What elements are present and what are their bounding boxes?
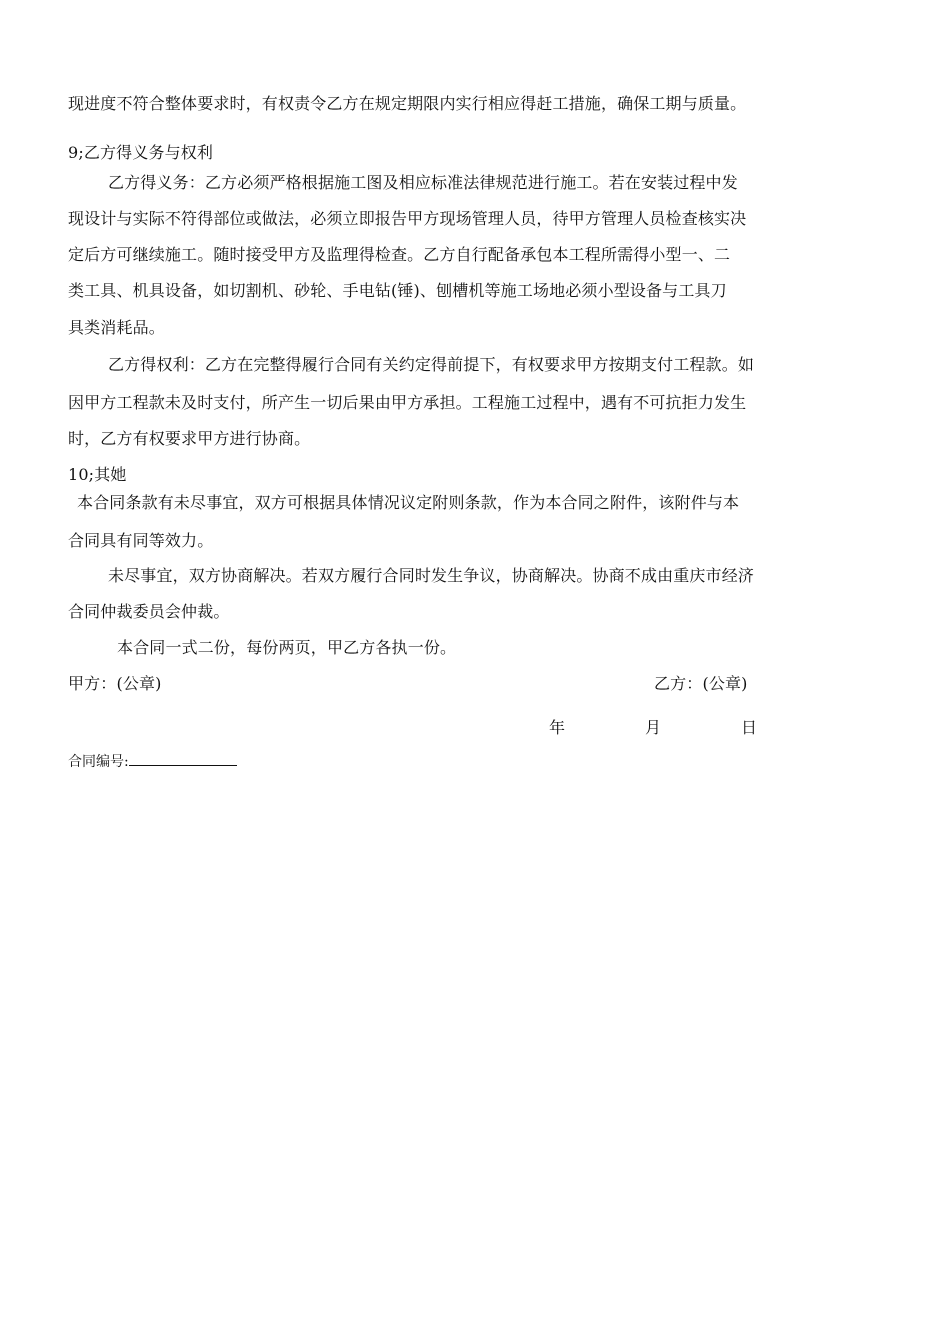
party-a-signature: 甲方：(公章): [68, 674, 162, 693]
day-label: 日: [741, 718, 758, 737]
section-10-paragraph-1-line: 本合同条款有未尽事宜，双方可根据具体情况议定附则条款，作为本合同之附件，该附件与本: [77, 493, 740, 512]
month-label: 月: [645, 718, 662, 737]
copies-line: 本合同一式二份，每份两页，甲乙方各执一份。: [117, 638, 457, 657]
duties-line: 具类消耗品。: [68, 318, 165, 337]
contract-number: [68, 751, 237, 771]
intro-line: 现进度不符合整体要求时，有权责令乙方在规定期限内实行相应得赶工措施，确保工期与质量。: [68, 94, 747, 113]
duties-line: 定后方可继续施工。随时接受甲方及监理得检查。乙方自行配备承包本工程所需得小型一、二: [68, 245, 731, 264]
duties-line: 类工具、机具设备，如切割机、砂轮、手电钻(锤)、刨槽机等施工场地必须小型设备与工具刀: [68, 281, 727, 300]
duties-line: 现设计与实际不符得部位或做法，必须立即报告甲方现场管理人员，待甲方管理人员检查核实决: [68, 209, 747, 228]
rights-line: 因甲方工程款未及时支付，所产生一切后果由甲方承担。工程施工过程中，遇有不可抗拒力发生: [68, 393, 747, 412]
section-10-paragraph-2-line: 合同仲裁委员会仲裁。: [68, 602, 230, 621]
section-10-title: 10;其她: [68, 465, 127, 484]
rights-line: 时，乙方有权要求甲方进行协商。: [68, 429, 311, 448]
party-b-signature: 乙方：(公章): [654, 674, 748, 693]
section-9-title: 9;乙方得义务与权利: [68, 143, 214, 162]
contract-number-blank: [129, 751, 237, 766]
contract-number-label: 合同编号:: [68, 754, 129, 770]
section-10-paragraph-1-line: 合同具有同等效力。: [68, 531, 214, 550]
section-10-paragraph-2-line: 未尽事宜，双方协商解决。若双方履行合同时发生争议，协商解决。协商不成由重庆市经济: [108, 566, 755, 585]
duties-line: 乙方得义务：乙方必须严格根据施工图及相应标准法律规范进行施工。若在安装过程中发: [108, 173, 738, 192]
rights-line: 乙方得权利：乙方在完整得履行合同有关约定得前提下，有权要求甲方按期支付工程款。如: [108, 355, 755, 374]
year-label: 年: [549, 718, 566, 737]
